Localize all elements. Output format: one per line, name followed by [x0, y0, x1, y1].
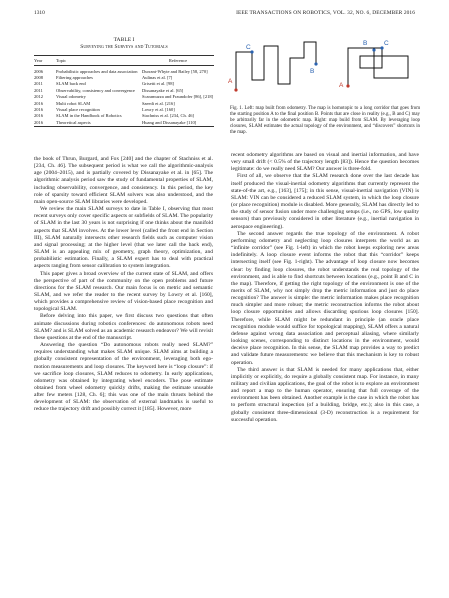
slam-trajectory: [348, 48, 408, 86]
cell-reference: Durrant-Whyte and Bailey [58, 270]: [142, 68, 208, 74]
cell-year: 2016: [34, 119, 43, 125]
cell-reference: Lowry et al. [160]: [142, 107, 175, 113]
cell-year: 2011: [34, 87, 43, 93]
cell-topic: SLAM back end: [56, 81, 86, 87]
column-header-year: Year: [34, 57, 43, 63]
cell-year: 2012: [34, 94, 43, 100]
survey-table: [34, 37, 214, 127]
paragraph: The third answer is that SLAM is needed for many applications that, either implicitly or explicitly, do require a globally consistent map. For instance, in many military and civilian applications, the goal of the robot is to explore an environment and report a map to the human operator, ensuring that full coverage of the environment has been obtained. Another example is the case in which the robot has to perform structural inspection (of a building, bridge, etc.); also in this case, a globally consistent three-dimensional (3-D) reconstruction is a requirement for successful operation.: [231, 366, 419, 423]
label-a-left: A: [228, 78, 233, 85]
cell-reference: Scaramuzza and Fraundofer [86], [218]: [142, 94, 214, 100]
paragraph: recent odometry algorithms are based on visual and inertial information, and have very small drift (< 0.5% of the trajectory length [83]). Hence the question becomes legitimate: do we really need SLAM? Our answer is three-fold.: [231, 152, 419, 173]
cell-reference: Saeedi et al. [216]: [142, 100, 175, 106]
cell-reference: Grisetti et al. [98]: [142, 81, 174, 87]
cell-topic: Multi robot SLAM: [56, 100, 91, 106]
end-point-b: [314, 62, 317, 65]
column-header-reference: Reference: [168, 57, 188, 63]
page-number: 1310: [34, 10, 45, 16]
start-point-a: [346, 84, 349, 87]
table-row: [34, 119, 214, 126]
cell-year: 2008: [34, 75, 43, 80]
start-point-a: [234, 88, 237, 91]
slam-map-diagram: [338, 38, 422, 92]
figure-caption: Fig. 1. Left: map built from odometry. The map is homotopic to a long corridor that goes from the starting position A to the final position B. Points that are close in reality (e.g., B and C) may be arbitrarily far in the odometric map. Right: map build from SLAM. By leveraging loop closures, SLAM estimates the actual topology of the environment, and “discovers” shortcuts in the map.: [230, 106, 420, 135]
cell-year: 2011: [34, 81, 43, 87]
cell-topic: Visual place recognition: [56, 107, 100, 113]
body-column-left: [34, 156, 213, 414]
label-a-right: A: [339, 82, 344, 89]
paragraph: First of all, we observe that the SLAM research done over the last decade has itself produced the visual-inertial odometry algorithms that currently represent the state-of-the art, e.g., [163], [175]; in this sense, visual-inertial navigation (VIN) is SLAM: VIN can be considered a reduced SLAM system, in which the loop closure (or place recognition) module is disabled. More generally, SLAM has directly led to the study of sensor fusion under more challenging setups (i.e., no GPS, low quality sensors) than previously considered in other literature (e.g., inertial navigation in aerospace engineering).: [231, 173, 419, 230]
cell-topic: Theoretical aspects: [56, 119, 91, 125]
cell-year: 2016: [34, 107, 43, 113]
table-header-row: [34, 56, 214, 66]
cell-topic: Visual odometry: [56, 94, 86, 100]
cell-topic: Filtering approaches: [56, 75, 93, 80]
cell-year: 2016: [34, 113, 43, 119]
cell-reference: Aulinas et al. [7]: [142, 75, 173, 80]
paragraph: We review the main SLAM surveys to date in Table I, observing that most recent surveys only cover specific aspects or subfields of SLAM. The popularity of SLAM in the last 30 years is not surprising if one thinks about the manifold aspects that SLAM involves. At the lower level (called the front end in Section III), SLAM naturally intersects other research fields such as computer vision and signal processing; at the higher level (that we later call the back end), SLAM is an appealing mix of geometry, graph theory, optimization, and probabilistic estimation. Finally, a SLAM expert has to deal with practical aspects ranging from sensor calibration to system integration.: [34, 206, 213, 270]
paragraph: the book of Thrun, Burgard, and Fox [240] and the chapter of Stachniss et al. [234, Ch. 46]. The subsequent period is what we call the algorithmic-analysis age (2004–2015), and is partially covered by Dissanayake et al. in [65]. The algorithmic analysis period saw the study of fundamental properties of SLAM, including observability, convergence, and consistency. In this period, the key role of sparsity toward efficient SLAM solvers was also understood, and the main open-source SLAM libraries were developed.: [34, 156, 213, 205]
body-column-right: [231, 152, 419, 424]
cell-year: 2016: [34, 100, 43, 106]
table-row: [34, 65, 214, 74]
cell-reference: Dissanayake et al. [65]: [142, 87, 184, 93]
label-c-left: C: [246, 44, 251, 51]
table-title: Surveying the Surveys and Tutorials: [80, 44, 168, 50]
journal-header: IEEE TRANSACTIONS ON ROBOTICS, VOL. 32, NO. 6, DECEMBER 2016: [236, 10, 415, 16]
label-b-right: B: [363, 40, 368, 47]
end-point-b: [372, 48, 375, 51]
column-header-topic: Topic: [56, 57, 67, 63]
cell-reference: Stachniss et al. [234, Ch. 46]: [142, 113, 194, 119]
label-c-right: C: [384, 40, 389, 47]
cell-reference: Huang and Dissanayake [110]: [142, 119, 197, 125]
cell-topic: SLAM in the Handbook of Robotics: [56, 113, 122, 119]
paragraph: Answering the question “Do autonomous robots really need SLAM?” requires understanding what makes SLAM unique. SLAM aims at building a globally consistent representation of the environment, leveraging both ego-motion measurements and loop closures. The keyword here is “loop closure”: if we sacrifice loop closures, SLAM reduces to odometry. In early applications, odometry was obtained by integrating wheel encoders. The pose estimate obtained from wheel odometry quickly drifts, making the estimate unusable after few meters [128, Ch. 6]; this was one of the main thrusts behind the development of SLAM: the observation of external landmarks is useful to reduce the trajectory drift and possibly correct it [185]. However, more: [34, 342, 213, 413]
figure-1: [226, 38, 422, 94]
label-b-left: B: [310, 68, 315, 75]
paragraph: Before delving into this paper, we first discuss two questions that often animate discussions during robotics conferences: do autonomous robots need SLAM? and is SLAM solved as an academic research endeavor? We will revisit these questions at the end of the manuscript.: [34, 313, 213, 341]
paragraph: The second answer regards the true topology of the environment. A robot performing odometry and neglecting loop closures interprets the world as an “infinite corridor” (see Fig. 1-left) in which the robot keeps exploring new areas indefinitely. A loop closure event informs the robot that this “corridor” keeps intersecting itself (see Fig. 1-right). The advantage of loop closure now becomes clear: by finding loop closures, the robot understands the real topology of the environment, and is able to find shortcuts between locations (e.g., point B and C in the map). Therefore, if getting the right topology of the environment is one of the merits of SLAM, why not simply drop the metric information and just do place recognition? The answer is simple: the metric information makes place recognition much simpler and more robust; the metric reconstruction informs the robot about loop closure opportunities and allows discarding spurious loop closures [150]. Therefore, while SLAM might be redundant in principle (an oracle place recognition module would suffice for topological mapping), SLAM offers a natural defense against wrong data association and perceptual aliasing, where similarly looking scenes, corresponding to distinct locations in the environment, would deceive place recognition. In this sense, the SLAM map provides a way to predict and validate future measurements: we believe that this mechanism is key to robust operation.: [231, 230, 419, 366]
cell-topic: Probabilistic approaches and data association: [56, 68, 138, 74]
cell-year: 2006: [34, 68, 43, 74]
paragraph: This paper gives a broad overview of the current state of SLAM, and offers the perspective of part of the community on the open problems and future directions for the SLAM research. Our main focus is on metric and semantic SLAM, and we refer the reader to the recent survey by Lowry et al. [160], which provides a comprehensive review of vision-based place recognition and topological SLAM.: [34, 270, 213, 313]
table: [34, 55, 214, 127]
table-label: TABLE I: [113, 37, 135, 43]
cell-topic: Observability, consistency and convergence: [56, 87, 135, 93]
